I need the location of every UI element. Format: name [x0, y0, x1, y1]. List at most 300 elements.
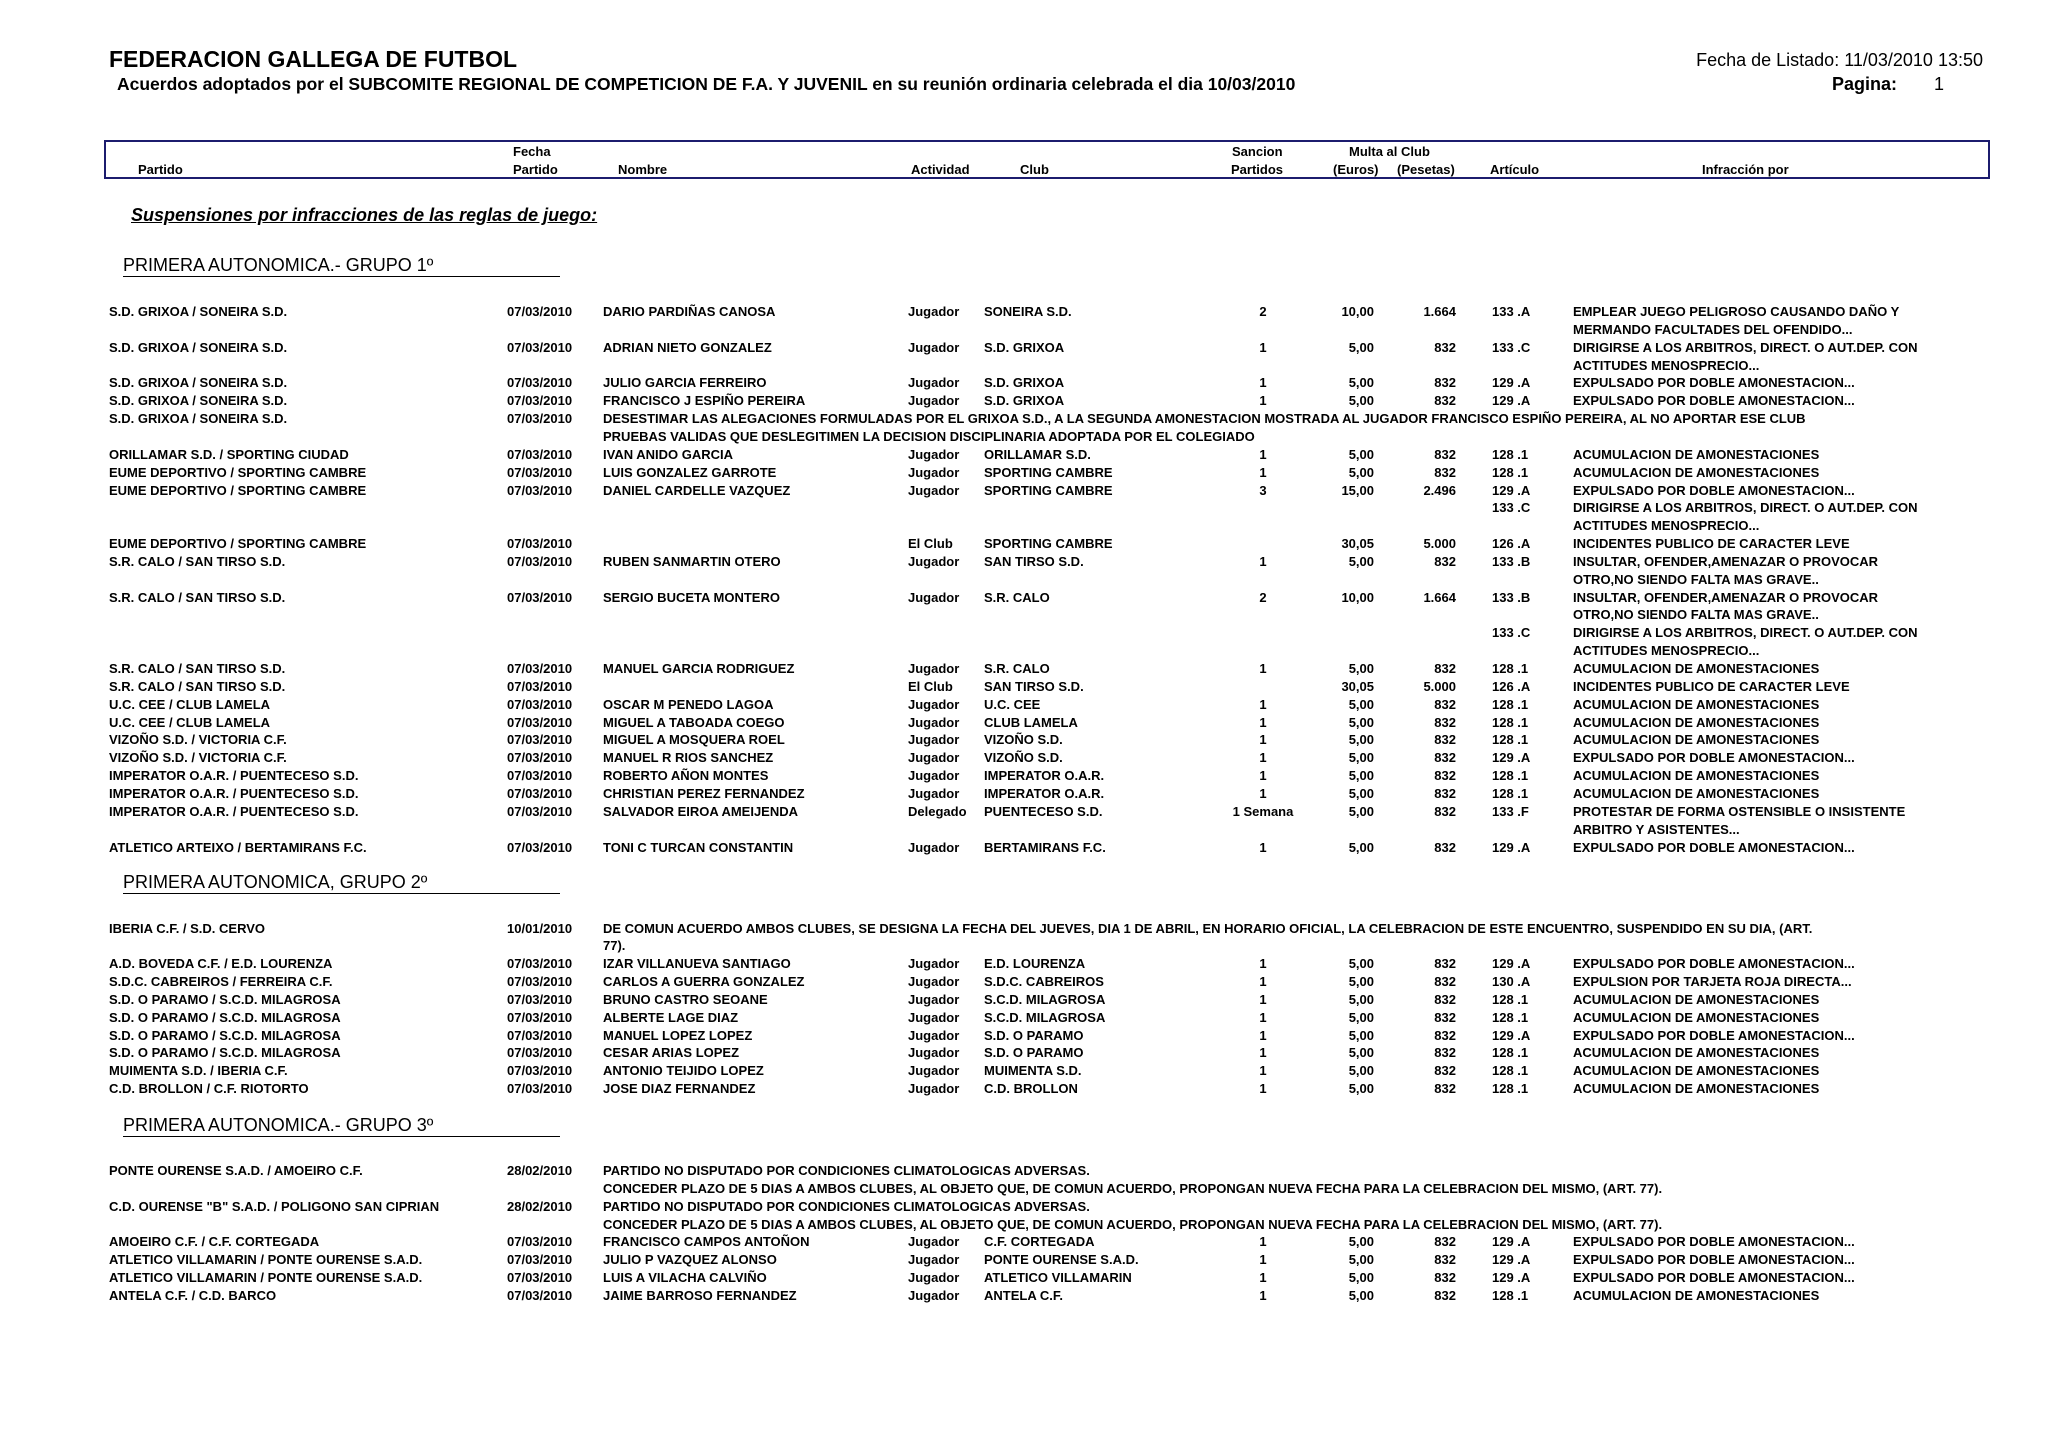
table-row	[0, 785, 2048, 803]
cell-articulo: 128 .1	[1492, 1287, 1529, 1303]
cell-multa-euros: 5,00	[1348, 1252, 1374, 1268]
cell-infraccion: EXPULSADO POR DOBLE AMONESTACION...	[1573, 375, 1855, 391]
cell-articulo: 129 .A	[1492, 393, 1531, 409]
cell-nombre: IZAR VILLANUEVA SANTIAGO	[603, 956, 791, 972]
cell-sancion-value: 1	[1259, 785, 1267, 801]
cell-partido: S.D. O PARAMO / S.C.D. MILAGROSA	[109, 1027, 341, 1043]
cell-fecha: 07/03/2010	[507, 464, 573, 480]
cell-club: ATLETICO VILLAMARIN	[984, 1270, 1132, 1286]
cell-club: CLUB LAMELA	[984, 714, 1078, 730]
cell-resolution-text: 77).	[603, 938, 626, 954]
cell-infraccion: OTRO,NO SIENDO FALTA MAS GRAVE..	[1573, 571, 1819, 587]
column-header	[104, 140, 1990, 179]
cell-articulo: 128 .1	[1492, 1081, 1529, 1097]
cell-multa-euros: 5,00	[1348, 991, 1374, 1007]
cell-articulo: 128 .1	[1492, 732, 1529, 748]
cell-multa-pesetas: 832	[1434, 974, 1456, 990]
cell-fecha: 07/03/2010	[507, 393, 573, 409]
table-row	[0, 446, 2048, 464]
cell-articulo: 128 .1	[1492, 661, 1529, 676]
cell-partido: IMPERATOR O.A.R. / PUENTECESO S.D.	[109, 768, 359, 784]
cell-articulo: 126 .A	[1492, 536, 1531, 552]
cell-club: IMPERATOR O.A.R.	[984, 768, 1105, 784]
cell-multa-pesetas: 832	[1434, 696, 1456, 712]
cell-club: VIZOÑO S.D.	[984, 732, 1063, 748]
cell-nombre: MIGUEL A MOSQUERA ROEL	[603, 732, 785, 748]
cell-partido: C.D. BROLLON / C.F. RIOTORTO	[109, 1081, 309, 1097]
cell-multa-pesetas: 832	[1434, 1081, 1456, 1097]
cell-fecha: 07/03/2010	[507, 411, 573, 427]
cell-sancion-value: 1	[1259, 1081, 1267, 1097]
cell-infraccion: ACUMULACION DE AMONESTACIONES	[1573, 446, 1820, 462]
cell-fecha: 28/02/2010	[507, 1198, 573, 1214]
cell-resolution-text: PARTIDO NO DISPUTADO POR CONDICIONES CLIMATOLOGICAS ADVERSAS.	[603, 1198, 1090, 1214]
cell-club: S.R. CALO	[984, 589, 1050, 605]
table-row	[0, 1080, 2048, 1098]
table-row	[0, 339, 2048, 357]
cell-infraccion: EXPULSADO POR DOBLE AMONESTACION...	[1573, 1270, 1855, 1286]
cell-nombre: IVAN ANIDO GARCIA	[603, 446, 733, 462]
cell-actividad: Jugador	[908, 768, 960, 784]
cell-fecha: 07/03/2010	[507, 714, 573, 730]
cell-club: SPORTING CAMBRE	[984, 482, 1113, 498]
cell-fecha: 07/03/2010	[507, 750, 573, 766]
cell-multa-pesetas: 832	[1434, 1063, 1456, 1079]
table-row	[0, 803, 2048, 821]
cell-infraccion: OTRO,NO SIENDO FALTA MAS GRAVE..	[1573, 607, 1819, 623]
cell-multa-euros: 5,00	[1348, 768, 1374, 784]
cell-partido: IBERIA C.F. / S.D. CERVO	[109, 920, 266, 936]
cell-articulo: 128 .1	[1492, 1009, 1529, 1025]
cell-sancion-value: 1	[1259, 339, 1267, 355]
cell-multa-pesetas: 832	[1434, 1009, 1456, 1025]
cell-articulo: 133 .A	[1492, 304, 1531, 319]
table-row	[0, 973, 2048, 991]
cell-sancion-value: 1	[1259, 714, 1267, 730]
cell-nombre: JOSE DIAZ FERNANDEZ	[603, 1081, 756, 1097]
cell-infraccion: ACUMULACION DE AMONESTACIONES	[1573, 768, 1820, 784]
cell-sancion-value: 1	[1259, 375, 1267, 391]
cell-nombre: BRUNO CASTRO SEOANE	[603, 991, 768, 1007]
cell-nombre: FRANCISCO J ESPIÑO PEREIRA	[603, 393, 806, 409]
cell-actividad: Jugador	[908, 393, 960, 409]
cell-nombre: RUBEN SANMARTIN OTERO	[603, 553, 781, 569]
cell-partido: S.D. GRIXOA / SONEIRA S.D.	[109, 339, 288, 355]
cell-multa-euros: 5,00	[1348, 1063, 1374, 1079]
cell-actividad: Jugador	[908, 991, 960, 1007]
cell-nombre: MANUEL R RIOS SANCHEZ	[603, 750, 774, 766]
cell-partido: ORILLAMAR S.D. / SPORTING CIUDAD	[109, 446, 349, 462]
cell-articulo: 128 .1	[1492, 768, 1529, 784]
cell-actividad: Jugador	[908, 1009, 960, 1025]
cell-infraccion: EXPULSADO POR DOBLE AMONESTACION...	[1573, 750, 1855, 766]
cell-nombre: MIGUEL A TABOADA COEGO	[603, 714, 785, 730]
table-row	[0, 955, 2048, 973]
cell-club: C.D. BROLLON	[984, 1081, 1078, 1097]
cell-fecha: 07/03/2010	[507, 1081, 573, 1097]
table-row	[0, 464, 2048, 482]
cell-nombre: CHRISTIAN PEREZ FERNANDEZ	[603, 785, 805, 801]
cell-resolution-text: CONCEDER PLAZO DE 5 DIAS A AMBOS CLUBES, AL OBJETO QUE, DE COMUN ACUERDO, PROPONGAN NUEVA FECHA PARA LA CELEBRACION DEL MISMO, (ART. 77).	[603, 1180, 1663, 1196]
cell-multa-pesetas: 832	[1434, 732, 1456, 748]
cell-multa-pesetas: 2.496	[1423, 482, 1456, 498]
cell-sancion-value: 1	[1259, 1287, 1267, 1303]
cell-fecha: 07/03/2010	[507, 1063, 573, 1079]
col-actividad: Actividad	[911, 162, 970, 177]
cell-club: C.F. CORTEGADA	[984, 1234, 1095, 1250]
table-row	[0, 357, 2048, 375]
table-row	[0, 553, 2048, 571]
cell-actividad: Jugador	[908, 553, 960, 569]
cell-infraccion: ACUMULACION DE AMONESTACIONES	[1573, 1045, 1820, 1061]
listing-date: Fecha de Listado: 11/03/2010 13:50	[1696, 50, 1983, 70]
cell-infraccion: ACUMULACION DE AMONESTACIONES	[1573, 1009, 1820, 1025]
cell-multa-pesetas: 832	[1434, 661, 1456, 676]
cell-infraccion: PROTESTAR DE FORMA OSTENSIBLE O INSISTENTE	[1573, 803, 1906, 819]
cell-nombre: ADRIAN NIETO GONZALEZ	[603, 339, 772, 355]
table-row	[0, 1044, 2048, 1062]
section-title: Suspensiones por infracciones de las reglas de juego:	[131, 205, 598, 225]
cell-infraccion: EXPULSADO POR DOBLE AMONESTACION...	[1573, 839, 1855, 855]
cell-sancion-value: 1	[1259, 464, 1267, 480]
table-row	[0, 920, 2048, 938]
table-row	[0, 589, 2048, 607]
cell-sancion-value: 1	[1259, 1270, 1267, 1286]
cell-sancion-value: 1	[1259, 732, 1267, 748]
cell-actividad: Delegado	[908, 803, 967, 819]
cell-club: SPORTING CAMBRE	[984, 464, 1113, 480]
cell-nombre: CARLOS A GUERRA GONZALEZ	[603, 974, 805, 990]
cell-partido: ANTELA C.F. / C.D. BARCO	[109, 1287, 277, 1303]
col-fecha-top: Fecha	[513, 144, 551, 159]
cell-infraccion: EXPULSION POR TARJETA ROJA DIRECTA...	[1573, 974, 1852, 990]
cell-nombre: ALBERTE LAGE DIAZ	[603, 1009, 739, 1025]
cell-multa-euros: 15,00	[1341, 482, 1374, 498]
cell-multa-euros: 5,00	[1348, 1045, 1374, 1061]
cell-actividad: Jugador	[908, 1063, 960, 1079]
cell-infraccion: ACUMULACION DE AMONESTACIONES	[1573, 1063, 1820, 1079]
cell-infraccion: ACUMULACION DE AMONESTACIONES	[1573, 464, 1820, 480]
cell-articulo: 128 .1	[1492, 696, 1529, 712]
cell-fecha: 10/01/2010	[507, 920, 573, 936]
cell-sancion-value: 1	[1259, 696, 1267, 712]
cell-actividad: Jugador	[908, 589, 960, 605]
table-row	[0, 821, 2048, 839]
cell-sancion-value: 1	[1259, 1009, 1267, 1025]
cell-multa-pesetas: 832	[1434, 1252, 1456, 1268]
cell-nombre: TONI C TURCAN CONSTANTIN	[603, 839, 794, 855]
cell-multa-euros: 5,00	[1348, 375, 1374, 391]
cell-fecha: 07/03/2010	[507, 991, 573, 1007]
cell-sancion-value: 1	[1259, 750, 1267, 766]
cell-multa-pesetas: 832	[1434, 446, 1456, 462]
cell-nombre: OSCAR M PENEDO LAGOA	[603, 696, 774, 712]
cell-infraccion: EXPULSADO POR DOBLE AMONESTACION...	[1573, 393, 1855, 409]
table-row	[0, 1216, 2048, 1234]
cell-partido: ATLETICO ARTEIXO / BERTAMIRANS F.C.	[109, 839, 367, 855]
cell-club: PONTE OURENSE S.A.D.	[984, 1252, 1139, 1268]
cell-articulo: 130 .A	[1492, 974, 1531, 990]
cell-infraccion: ACUMULACION DE AMONESTACIONES	[1573, 714, 1820, 730]
cell-fecha: 07/03/2010	[507, 1234, 573, 1250]
cell-partido: S.D. GRIXOA / SONEIRA S.D.	[109, 375, 288, 391]
cell-club: MUIMENTA S.D.	[984, 1063, 1082, 1079]
cell-fecha: 07/03/2010	[507, 839, 573, 855]
cell-fecha: 07/03/2010	[507, 1270, 573, 1286]
cell-multa-pesetas: 832	[1434, 956, 1456, 972]
cell-multa-pesetas: 832	[1434, 339, 1456, 355]
cell-infraccion: ACUMULACION DE AMONESTACIONES	[1573, 696, 1820, 712]
cell-actividad: Jugador	[908, 750, 960, 766]
cell-actividad: Jugador	[908, 339, 960, 355]
cell-infraccion: ACUMULACION DE AMONESTACIONES	[1573, 785, 1820, 801]
table-row	[0, 535, 2048, 553]
cell-sancion-value: 1	[1259, 1252, 1267, 1268]
cell-actividad: Jugador	[908, 1270, 960, 1286]
cell-multa-pesetas: 832	[1434, 750, 1456, 766]
cell-partido: S.R. CALO / SAN TIRSO S.D.	[109, 589, 286, 605]
table-row	[0, 374, 2048, 392]
cell-articulo: 133 .C	[1492, 339, 1531, 355]
cell-partido: IMPERATOR O.A.R. / PUENTECESO S.D.	[109, 785, 359, 801]
table-row	[0, 571, 2048, 589]
cell-sancion-value: 1	[1259, 1234, 1267, 1250]
cell-multa-euros: 5,00	[1348, 956, 1374, 972]
cell-actividad: Jugador	[908, 482, 960, 498]
cell-nombre: MANUEL LOPEZ LOPEZ	[603, 1027, 753, 1043]
table-row	[0, 1009, 2048, 1027]
cell-multa-pesetas: 832	[1434, 803, 1456, 819]
cell-multa-euros: 30,05	[1341, 536, 1374, 552]
cell-articulo: 133 .B	[1492, 589, 1531, 605]
table-row	[0, 937, 2048, 955]
cell-infraccion: ACTITUDES MENOSPRECIO...	[1573, 643, 1760, 659]
cell-sancion-value: 1	[1259, 1063, 1267, 1079]
cell-club: IMPERATOR O.A.R.	[984, 785, 1105, 801]
cell-articulo: 129 .A	[1492, 1234, 1531, 1250]
cell-infraccion: INCIDENTES PUBLICO DE CARACTER LEVE	[1573, 678, 1850, 694]
table-row	[0, 767, 2048, 785]
cell-fecha: 07/03/2010	[507, 553, 573, 569]
cell-club: S.D. O PARAMO	[984, 1045, 1084, 1061]
cell-infraccion: ARBITRO Y ASISTENTES...	[1573, 821, 1740, 837]
cell-multa-pesetas: 1.664	[1423, 304, 1456, 319]
cell-multa-pesetas: 832	[1434, 375, 1456, 391]
cell-multa-euros: 5,00	[1348, 1027, 1374, 1043]
cell-infraccion: DIRIGIRSE A LOS ARBITROS, DIRECT. O AUT.DEP. CON	[1573, 500, 1918, 516]
cell-partido: S.D. O PARAMO / S.C.D. MILAGROSA	[109, 1009, 341, 1025]
cell-partido: AMOEIRO C.F. / C.F. CORTEGADA	[109, 1234, 320, 1250]
cell-partido: PONTE OURENSE S.A.D. / AMOEIRO C.F.	[109, 1163, 363, 1178]
cell-nombre: JULIO P VAZQUEZ ALONSO	[603, 1252, 777, 1268]
cell-infraccion: MERMANDO FACULTADES DEL OFENDIDO...	[1573, 321, 1853, 337]
col-partido: Partido	[138, 162, 183, 177]
cell-partido: ATLETICO VILLAMARIN / PONTE OURENSE S.A.D.	[109, 1252, 423, 1268]
cell-fecha: 07/03/2010	[507, 768, 573, 784]
cell-multa-euros: 5,00	[1348, 661, 1374, 676]
cell-actividad: Jugador	[908, 696, 960, 712]
cell-fecha: 07/03/2010	[507, 1252, 573, 1268]
cell-articulo: 133 .F	[1492, 803, 1529, 819]
col-club: Club	[1020, 162, 1049, 177]
table-row	[0, 991, 2048, 1009]
cell-actividad: Jugador	[908, 304, 960, 319]
cell-infraccion: EXPULSADO POR DOBLE AMONESTACION...	[1573, 1234, 1855, 1250]
cell-infraccion: DIRIGIRSE A LOS ARBITROS, DIRECT. O AUT.DEP. CON	[1573, 339, 1918, 355]
table-row	[0, 1251, 2048, 1269]
cell-articulo: 129 .A	[1492, 956, 1531, 972]
cell-multa-euros: 5,00	[1348, 446, 1374, 462]
cell-infraccion: EXPULSADO POR DOBLE AMONESTACION...	[1573, 1027, 1855, 1043]
cell-partido: S.D. O PARAMO / S.C.D. MILAGROSA	[109, 991, 341, 1007]
cell-multa-pesetas: 832	[1434, 1270, 1456, 1286]
col-euros: (Euros)	[1333, 162, 1379, 177]
cell-actividad: Jugador	[908, 974, 960, 990]
cell-multa-euros: 10,00	[1341, 589, 1374, 605]
cell-nombre: JULIO GARCIA FERREIRO	[603, 375, 767, 391]
cell-fecha: 07/03/2010	[507, 974, 573, 990]
table-row	[0, 392, 2048, 410]
table-row	[0, 1027, 2048, 1045]
cell-multa-pesetas: 5.000	[1423, 678, 1456, 694]
cell-actividad: Jugador	[908, 714, 960, 730]
cell-partido: VIZOÑO S.D. / VICTORIA C.F.	[109, 732, 287, 748]
cell-multa-euros: 5,00	[1348, 974, 1374, 990]
cell-fecha: 28/02/2010	[507, 1163, 573, 1178]
cell-sancion-value: 2	[1259, 304, 1267, 319]
table-row	[0, 696, 2048, 714]
cell-articulo: 133 .C	[1492, 500, 1531, 516]
cell-actividad: Jugador	[908, 464, 960, 480]
cell-multa-euros: 5,00	[1348, 1287, 1374, 1303]
cell-sancion-value: 1	[1259, 956, 1267, 972]
cell-sancion-value: 1	[1259, 446, 1267, 462]
cell-multa-euros: 5,00	[1348, 696, 1374, 712]
cell-actividad: Jugador	[908, 1027, 960, 1043]
cell-club: S.D.C. CABREIROS	[984, 974, 1104, 990]
cell-club: S.C.D. MILAGROSA	[984, 991, 1106, 1007]
page-label: Pagina:	[1832, 74, 1898, 94]
cell-partido: S.D.C. CABREIROS / FERREIRA C.F.	[109, 974, 333, 990]
cell-articulo: 126 .A	[1492, 678, 1531, 694]
col-nombre: Nombre	[618, 162, 668, 177]
cell-fecha: 07/03/2010	[507, 732, 573, 748]
cell-infraccion: ACUMULACION DE AMONESTACIONES	[1573, 991, 1820, 1007]
cell-actividad: Jugador	[908, 446, 960, 462]
cell-multa-euros: 5,00	[1348, 839, 1374, 855]
cell-partido: EUME DEPORTIVO / SPORTING CAMBRE	[109, 536, 367, 552]
cell-infraccion: ACUMULACION DE AMONESTACIONES	[1573, 661, 1820, 676]
cell-actividad: Jugador	[908, 839, 960, 855]
cell-infraccion: EXPULSADO POR DOBLE AMONESTACION...	[1573, 482, 1855, 498]
cell-partido: VIZOÑO S.D. / VICTORIA C.F.	[109, 750, 287, 766]
col-infraccion: Infracción por	[1702, 162, 1789, 177]
cell-fecha: 07/03/2010	[507, 1009, 573, 1025]
table-row	[0, 1180, 2048, 1198]
group-heading-3: PRIMERA AUTONOMICA.- GRUPO 3º	[123, 1115, 434, 1135]
cell-fecha: 07/03/2010	[507, 696, 573, 712]
cell-sancion-value: 1 Semana	[1232, 803, 1294, 819]
group-underline	[123, 1136, 560, 1137]
cell-club: S.R. CALO	[984, 661, 1050, 676]
cell-fecha: 07/03/2010	[507, 339, 573, 355]
cell-fecha: 07/03/2010	[507, 446, 573, 462]
cell-nombre: LUIS GONZALEZ GARROTE	[603, 464, 777, 480]
cell-actividad: Jugador	[908, 1081, 960, 1097]
cell-fecha: 07/03/2010	[507, 1287, 573, 1303]
group-heading-1: PRIMERA AUTONOMICA.- GRUPO 1º	[123, 255, 434, 275]
cell-infraccion: INCIDENTES PUBLICO DE CARACTER LEVE	[1573, 536, 1850, 552]
cell-partido: U.C. CEE / CLUB LAMELA	[109, 696, 271, 712]
cell-articulo: 128 .1	[1492, 446, 1529, 462]
table-row	[0, 428, 2048, 446]
cell-articulo: 129 .A	[1492, 1252, 1531, 1268]
col-multa: Multa al Club	[1349, 144, 1430, 159]
table-row	[0, 517, 2048, 535]
cell-club: SPORTING CAMBRE	[984, 536, 1113, 552]
cell-multa-euros: 5,00	[1348, 339, 1374, 355]
table-row	[0, 678, 2048, 696]
table-row	[0, 1233, 2048, 1251]
cell-multa-euros: 5,00	[1348, 553, 1374, 569]
table-row	[0, 642, 2048, 660]
cell-multa-pesetas: 832	[1434, 1027, 1456, 1043]
cell-partido: A.D. BOVEDA C.F. / E.D. LOURENZA	[109, 956, 333, 972]
cell-multa-pesetas: 832	[1434, 393, 1456, 409]
cell-sancion-value: 1	[1259, 991, 1267, 1007]
cell-partido: C.D. OURENSE "B" S.A.D. / POLIGONO SAN CIPRIAN	[109, 1198, 440, 1214]
cell-actividad: Jugador	[908, 1234, 960, 1250]
cell-sancion-value: 1	[1259, 1027, 1267, 1043]
group-underline	[123, 276, 560, 277]
cell-sancion-value: 3	[1259, 482, 1267, 498]
cell-nombre: LUIS A VILACHA CALVIÑO	[603, 1270, 767, 1286]
col-pesetas: (Pesetas)	[1397, 162, 1455, 177]
cell-articulo: 128 .1	[1492, 785, 1529, 801]
cell-actividad: Jugador	[908, 375, 960, 391]
table-row	[0, 303, 2048, 321]
col-fecha-bottom: Partido	[513, 162, 558, 177]
cell-club: S.D. GRIXOA	[984, 339, 1065, 355]
col-articulo: Artículo	[1490, 162, 1540, 177]
cell-infraccion: ACUMULACION DE AMONESTACIONES	[1573, 1081, 1820, 1097]
cell-articulo: 129 .A	[1492, 750, 1531, 766]
cell-fecha: 07/03/2010	[507, 589, 573, 605]
cell-multa-pesetas: 832	[1434, 768, 1456, 784]
table-row	[0, 499, 2048, 517]
cell-articulo: 128 .1	[1492, 1045, 1529, 1061]
cell-fecha: 07/03/2010	[507, 482, 573, 498]
cell-nombre: DARIO PARDIÑAS CANOSA	[603, 304, 776, 319]
col-sancion-bottom: Partidos	[1231, 162, 1284, 177]
cell-club: BERTAMIRANS F.C.	[984, 839, 1106, 855]
cell-multa-pesetas: 832	[1434, 1045, 1456, 1061]
cell-club: ANTELA C.F.	[984, 1287, 1063, 1303]
cell-actividad: Jugador	[908, 1287, 960, 1303]
cell-partido: S.R. CALO / SAN TIRSO S.D.	[109, 553, 286, 569]
cell-club: S.D. GRIXOA	[984, 375, 1065, 391]
cell-nombre: CESAR ARIAS LOPEZ	[603, 1045, 740, 1061]
cell-resolution-text: DE COMUN ACUERDO AMBOS CLUBES, SE DESIGNA LA FECHA DEL JUEVES, DIA 1 DE ABRIL, EN HORARIO OFICIAL, LA CELEBRACION DE ESTE ENCUENTRO, SUSPENDIDO EN SU DIA, (ART.	[603, 920, 1813, 936]
table-row	[0, 624, 2048, 642]
cell-multa-euros: 5,00	[1348, 1270, 1374, 1286]
cell-infraccion: ACTITUDES MENOSPRECIO...	[1573, 357, 1760, 373]
cell-multa-euros: 5,00	[1348, 393, 1374, 409]
cell-nombre: FRANCISCO CAMPOS ANTOÑON	[603, 1234, 810, 1250]
cell-multa-pesetas: 1.664	[1423, 589, 1456, 605]
table-row	[0, 714, 2048, 732]
cell-fecha: 07/03/2010	[507, 661, 573, 676]
